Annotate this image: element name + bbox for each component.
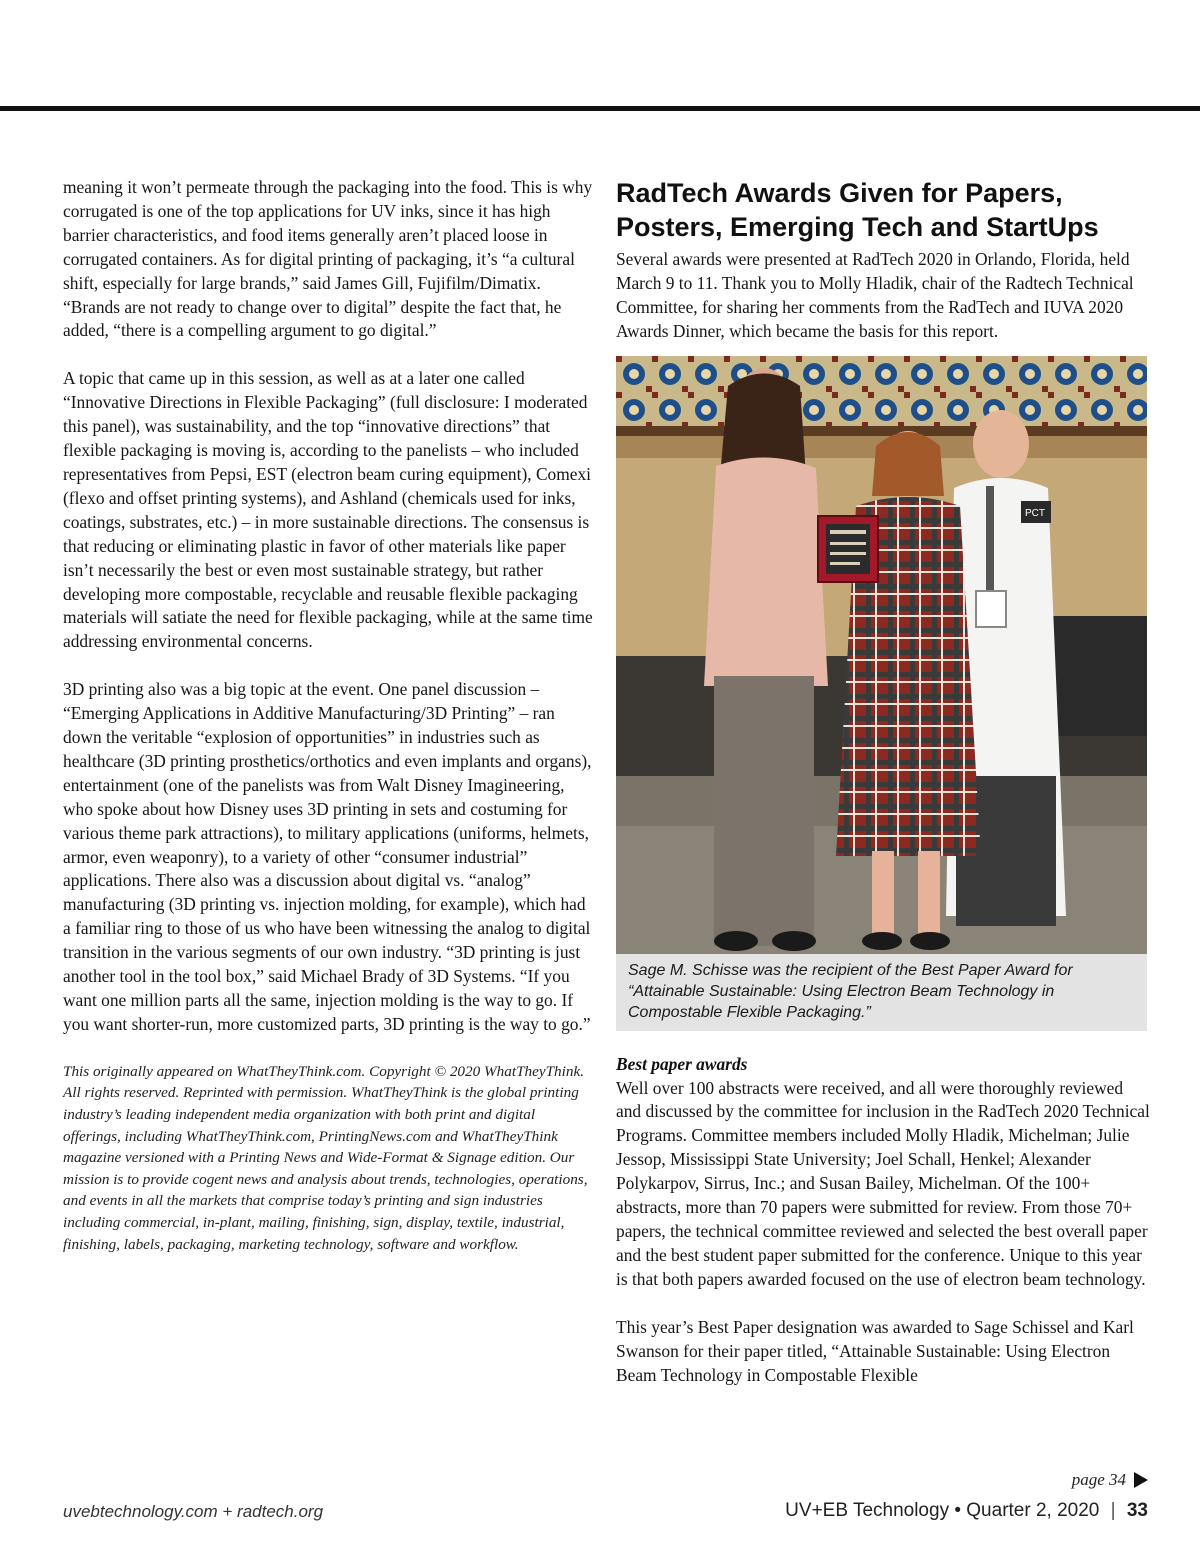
continued-text: page 34 [1071,1470,1126,1489]
award-photo-illustration [616,356,1147,954]
body-paragraph: meaning it won’t permeate through the packaging into the food. This is why corrugated is one of the top applications for UV inks, since it has high barrier characteristics, and food items generally aren’t placed loose in corrugated containers. As for digital printing of packaging, it’s “a cultural shift, especially for large brands,” said James Gill, Fujifilm/Dimatix. “Brands are not ready to change over to digital” despite the fact that, he added, “there is a compelling argument to go digital.” [63,177,593,341]
section-subhead: Best paper awards [616,1053,748,1074]
body-paragraph: 3D printing also was a big topic at the event. One panel discussion – “Emerging Applications in Additive Manufacturing/3D Printing” – ran down the veritable “explosion of opportunities” in industries such as healthcare (3D printing prosthetics/orthotics and even implants and organs), entertainment (one of the panelists was from Walt Disney Imagineering, who spoke about how Disney uses 3D printing in sets and costuming for various theme park attractions), to military applications (uniforms, helmets, armor, even weaponry), to a variety of other “consumer industrial” applications. There also was a discussion about digital vs. “analog” manufacturing (3D printing vs. injection molding, for example), which had a familiar ring to those of us who have been witnessing the analog to digital transition in the various segments of our own industry. “3D printing is just another tool in the tool box,” said Michael Brady of 3D Systems. “If you want one million parts all the same, injection molding is the way to go. If you want shorter-run, more customized parts, 3D printing is the way to go.” [63,679,592,1034]
intro-paragraph: Several awards were presented at RadTech 2020 in Orlando, Florida, held March 9 to 11. Thank you to Molly Hladik, chair of the Radtech Technical Committee, for sharing her comments from the RadTech and IUVA 2020 Awards Dinner, which became the basis for this report. [616,249,1134,341]
page-number: 33 [1126,1500,1148,1521]
photo-caption: Sage M. Schisse was the recipient of the Best Paper Award for “Attainable Sustainable: Using Electron Beam Technology in Compostable Flexible Packaging.” [616,954,1147,1031]
body-paragraph: This year’s Best Paper designation was awarded to Sage Schissel and Karl Swanson for their paper titled, “Attainable Sustainable: Using Electron Beam Technology in Compostable Flexible [616,1316,1134,1385]
reprint-note: This originally appeared on WhatTheyThink.com. Copyright © 2020 WhatTheyThink. All rights reserved. Reprinted with permission. WhatTheyThink is the global printing industry’s leading independent media organization with both print and digital offerings, including WhatTheyThink.com, PrintingNews.com and WhatTheyThink magazine versioned with a Printing News and Wide-Format & Signage edition. Our mission is to provide cogent news and analysis about trends, technologies, operations, and events in all the markets that comprise today’s printing and sign industries including commercial, in-plant, mailing, finishing, sign, display, textile, industrial, finishing, labels, packaging, marketing technology, software and workflow. [63,1062,588,1253]
body-paragraph: A topic that came up in this session, as well as at a later one called “Innovative Directions in Flexible Packaging” (full disclosure: I moderated this panel), was sustainability, and the top “innovative directions” that flexible packaging is moving is, according to the panelists – who included representatives from Pepsi, EST (electron beam curing equipment), Comexi (flexo and offset printing systems), and Ashland (chemicals used for inks, coatings, substrates, etc.) – in more sustainable directions. The consensus is that reducing or eliminating plastic in favor of other materials like paper isn’t necessarily the best or even most sustainable strategy, but rather developing more compostable, recyclable and reusable flexible packaging materials will satiate the need for flexible packaging, while at the same time addressing environmental concerns. [63,368,593,652]
continued-link[interactable] [1072,1470,1148,1490]
footer-separator: | [1110,1500,1116,1521]
body-paragraph: Well over 100 abstracts were received, and all were thoroughly reviewed and discussed by the committee for inclusion in the RadTech 2020 Technical Programs. Committee members included Molly Hladik, Michelman; Julie Jessop, Mississippi State University; Joel Schall, Henkel; Alexander Polykarpov, Sirrus, Inc.; and Susan Bailey, Michelman. Of the 100+ abstracts, more than 70 papers were submitted for review. From those 70+ papers, the technical committee reviewed and selected the best overall paper and the best student paper submitted for the conference. Unique to this year is that both papers awarded focused on the use of electron beam technology. [616,1077,1150,1289]
footer-websites: uvebtechnology.com + radtech.org [63,1502,324,1521]
footer-publication [785,1500,1148,1522]
arrow-right-icon [1134,1472,1148,1488]
award-photo [616,356,1147,954]
top-rule [0,106,1200,111]
article-heading: RadTech Awards Given for Papers, Posters, Emerging Tech and StartUps [616,178,1099,242]
badge-text: PCT [1025,507,1045,519]
right-column [616,176,1150,1411]
publication-title: UV+EB Technology • Quarter 2, 2020 [785,1500,1100,1521]
left-column [63,176,595,1255]
